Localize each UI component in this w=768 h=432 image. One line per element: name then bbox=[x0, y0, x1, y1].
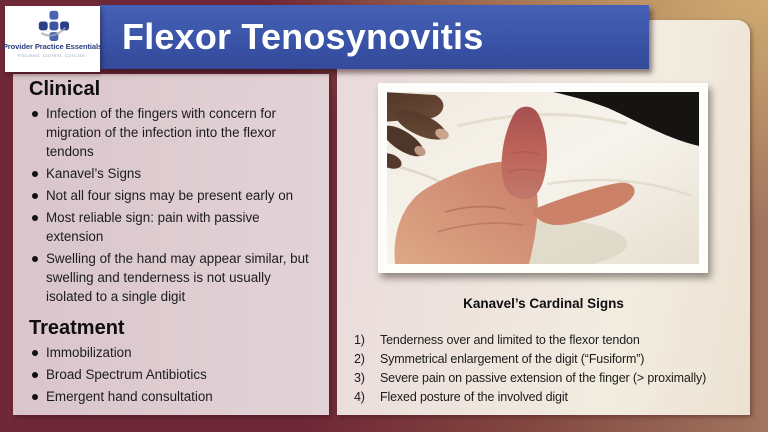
treatment-heading: Treatment bbox=[29, 317, 125, 339]
sign-text: Symmetrical enlargement of the digit (“Fusiform”) bbox=[380, 352, 645, 366]
sign-item bbox=[354, 350, 750, 369]
sign-text: Tenderness over and limited to the flexor tendon bbox=[380, 333, 640, 347]
sign-item bbox=[354, 331, 750, 350]
treatment-bullet-list bbox=[29, 343, 315, 406]
clinical-bullet: Not all four signs may be present early on bbox=[29, 186, 315, 205]
logo-box bbox=[2, 6, 103, 72]
logo-name: Provider Practice Essentials bbox=[2, 42, 103, 51]
sign-text: Flexed posture of the involved digit bbox=[380, 390, 568, 404]
sign-item bbox=[354, 388, 750, 407]
figure-caption: Kanavel’s Cardinal Signs bbox=[463, 296, 624, 311]
clinical-heading: Clinical bbox=[29, 78, 101, 100]
title-banner bbox=[100, 5, 649, 69]
clinical-bullet: Kanavel’s Signs bbox=[29, 164, 315, 183]
sign-number: 1) bbox=[354, 333, 365, 347]
left-panel bbox=[13, 74, 329, 415]
clinical-bullet: Swelling of the hand may appear similar, but swelling and tenderness is not usually isolated to a single digit bbox=[29, 249, 315, 306]
sign-number: 4) bbox=[354, 390, 365, 404]
sign-item bbox=[354, 369, 750, 388]
treatment-bullet: Immobilization bbox=[29, 343, 315, 362]
logo-tagline: Focused. Current. Concise. bbox=[18, 53, 87, 58]
medical-cross-icon bbox=[37, 9, 69, 41]
treatment-bullet: Emergent hand consultation bbox=[29, 387, 315, 406]
sign-text: Severe pain on passive extension of the finger (> proximally) bbox=[380, 371, 707, 385]
slide-title: Flexor Tenosynovitis bbox=[122, 16, 484, 57]
treatment-bullet: Broad Spectrum Antibiotics bbox=[29, 365, 315, 384]
clinical-bullet: Infection of the fingers with concern for migration of the infection into the flexor tendons bbox=[29, 104, 315, 161]
sign-number: 3) bbox=[354, 371, 365, 385]
swollen-finger-photo bbox=[387, 92, 699, 264]
cardinal-signs-list bbox=[337, 331, 750, 407]
sign-number: 2) bbox=[354, 352, 365, 366]
clinical-bullet: Most reliable sign: pain with passive extension bbox=[29, 208, 315, 246]
clinical-photo-frame bbox=[378, 83, 708, 273]
clinical-bullet-list bbox=[29, 104, 315, 306]
